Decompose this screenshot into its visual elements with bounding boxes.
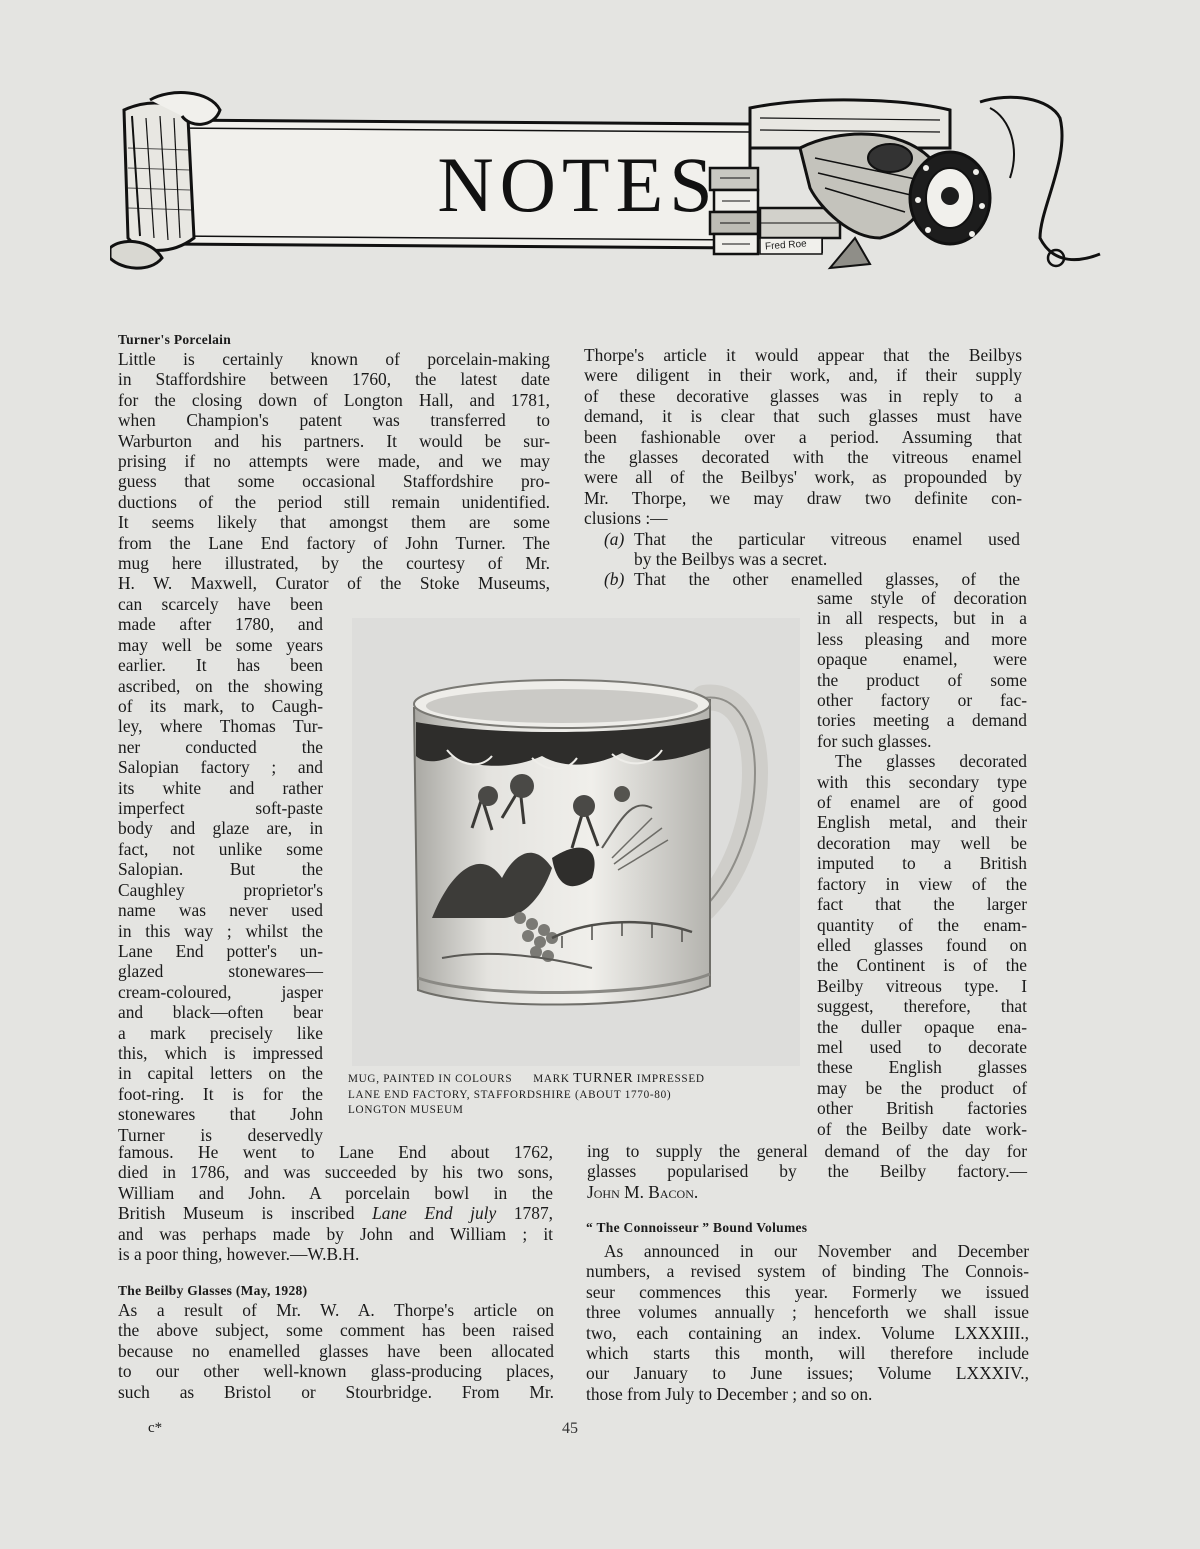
turner-line: Little is certainly known of porcelain-making <box>118 349 550 369</box>
beilby-line: Thorpe's article it would appear that the Beilbys <box>584 345 1022 365</box>
bound-volumes-heading: “ The Connoisseur ” Bound Volumes <box>586 1220 808 1235</box>
beilby-narrow-line: with this secondary type <box>817 771 1027 792</box>
bowl-inscription: Lane End july <box>372 1203 497 1224</box>
turner-narrow-line: of its mark, to Caugh- <box>118 696 323 717</box>
turner-narrow-line: body and glaze are, in <box>118 818 323 839</box>
beilby-line: Mr. Thorpe, we may draw two definite con- <box>584 487 1022 508</box>
caption-mark-label: MARK <box>533 1073 574 1085</box>
beilby-line: demand, it is clear that such glasses must have <box>584 406 1022 427</box>
turner-paragraph-bottom <box>118 1142 553 1264</box>
beilby-heading: The Beilby Glasses (May, 1928) <box>118 1283 308 1298</box>
caption-description: MUG, PAINTED IN COLOURS <box>348 1073 513 1085</box>
turner-narrow-line: this, which is impressed <box>118 1042 323 1063</box>
list-text: by the Beilbys was a secret. <box>634 549 828 570</box>
beilby-narrow-line: Beilby vitreous type. I <box>817 975 1027 996</box>
figure-caption <box>348 1071 808 1119</box>
beilby-line: the glasses decorated with the vitreous enamel <box>584 447 1022 468</box>
list-text: That the particular vitreous enamel used <box>634 528 1020 549</box>
bound-volumes-paragraph <box>586 1241 1029 1404</box>
bound-line: two, each containing an index. Volume LXXXIII., <box>586 1322 1029 1343</box>
caption-mark-name: TURNER <box>573 1071 634 1086</box>
beilby-line: been fashionable over a period. Assuming that <box>584 426 1022 447</box>
bound-line: which starts this month, will therefore include <box>586 1343 1029 1364</box>
beilby-narrow-line: of enamel are of good <box>817 792 1027 813</box>
inscription-date: 1787, <box>496 1203 553 1224</box>
beilby-narrow-line: the duller opaque ena- <box>817 1016 1027 1037</box>
turner-bottom-line: is a poor thing, however.—W.B.H. <box>118 1244 360 1265</box>
turner-narrow-line: imperfect soft-paste <box>118 798 323 819</box>
beilby-narrow-line: mel used to decorate <box>817 1036 1027 1057</box>
beilby-paragraph-narrow <box>817 588 1027 1139</box>
beilby-line: clusions :— <box>584 508 668 529</box>
beilby-narrow-line: opaque enamel, were <box>817 649 1027 670</box>
bound-line: As announced in our November and December <box>604 1241 1029 1261</box>
beilby-narrow-line: factory in view of the <box>817 873 1027 894</box>
beilby-line: to our other well-known glass-producing places, <box>118 1361 554 1382</box>
bound-line: numbers, a revised system of binding The Connois- <box>586 1261 1029 1282</box>
beilby-line: because no enamelled glasses have been allocated <box>118 1340 554 1361</box>
turner-narrow-line: cream-coloured, jasper <box>118 981 323 1002</box>
turner-narrow-line: glazed stonewares— <box>118 961 323 982</box>
turner-narrow-line: a mark precisely like <box>118 1022 323 1043</box>
turner-narrow-line: its white and rather <box>118 777 323 798</box>
turner-line: for the closing down of Longton Hall, and 1781, <box>118 389 550 410</box>
beilby-narrow-line: less pleasing and more <box>817 628 1027 649</box>
turner-narrow-line: may well be some years <box>118 634 323 655</box>
beilby-narrow-line: decoration may well be <box>817 832 1027 853</box>
turner-line: H. W. Maxwell, Curator of the Stoke Museums, <box>118 573 550 594</box>
turner-narrow-line: can scarcely have been <box>118 594 323 614</box>
artist-signature: Fred Roe <box>764 238 808 253</box>
beilby-narrow-line: quantity of the enam- <box>817 914 1027 935</box>
list-text: That the other enamelled glasses, of the <box>634 569 1020 590</box>
turner-narrow-line: Salopian factory ; and <box>118 757 323 778</box>
beilby-narrow-line: may be the product of <box>817 1077 1027 1098</box>
turner-line: mug here illustrated, by the courtesy of Mr. <box>118 553 550 574</box>
beilby-narrow-line: the Continent is of the <box>817 955 1027 976</box>
turner-line: guess that some occasional Staffordshire pro- <box>118 471 550 492</box>
turner-paragraph-narrow <box>118 594 323 1145</box>
beilby-line: were diligent in their work, and, if their supply <box>584 365 1022 386</box>
bound-line: three volumes annually ; henceforth we shall issue <box>586 1302 1029 1323</box>
turner-bottom-line: British Museum is inscribed <box>118 1203 373 1224</box>
turner-line: from the Lane End factory of John Turner. The <box>118 532 550 553</box>
turner-narrow-line: stonewares that John <box>118 1104 323 1125</box>
list-item-b <box>584 569 1022 589</box>
caption-line-2: LANE END FACTORY, STAFFORDSHIRE (ABOUT 1770-80) <box>348 1088 672 1101</box>
beilby-line: the above subject, some comment has been raised <box>118 1320 554 1341</box>
list-item-a <box>584 529 1022 549</box>
turner-line: It seems likely that amongst them are some <box>118 512 550 533</box>
turner-narrow-line: fact, not unlike some <box>118 838 323 859</box>
beilby-narrow-line: same style of decoration <box>817 588 1027 608</box>
bound-line: seur commences this year. Formerly we issued <box>586 1281 1029 1302</box>
page-number: 45 <box>562 1420 578 1437</box>
folio-mark: c* <box>148 1420 163 1436</box>
mug-image <box>352 618 800 1066</box>
mug-photograph <box>352 618 800 1066</box>
caption-line-3: LONGTON MUSEUM <box>348 1104 464 1116</box>
list-marker: (a) <box>604 528 625 549</box>
beilby-narrow-line: elled glasses found on <box>817 934 1027 955</box>
turner-line: Warburton and his partners. It would be sur- <box>118 430 550 451</box>
beilby-line: of these decorative glasses was in reply to a <box>584 385 1022 406</box>
beilby-final-line: ing to supply the general demand of the day for <box>587 1141 1027 1161</box>
turner-bottom-line: William and John. A porcelain bowl in the <box>118 1182 553 1203</box>
beilby-narrow-line: imputed to a British <box>817 853 1027 874</box>
beilby-narrow-line: in all respects, but in a <box>817 608 1027 629</box>
caption-mark-end: IMPRESSED <box>633 1073 705 1085</box>
turner-narrow-line: ley, where Thomas Tur- <box>118 716 323 737</box>
caption-line-1 <box>348 1071 808 1088</box>
notes-banner <box>110 88 1110 278</box>
list-marker: (b) <box>604 569 625 590</box>
beilby-narrow-line: suggest, therefore, that <box>817 996 1027 1017</box>
turner-heading: Turner's Porcelain <box>118 332 232 347</box>
turner-line: when Champion's patent was transferred to <box>118 410 550 431</box>
turner-narrow-line: made after 1780, and <box>118 614 323 635</box>
turner-inscription-line <box>118 1203 553 1223</box>
beilby-line: As a result of Mr. W. A. Thorpe's article on <box>118 1300 554 1320</box>
turner-narrow-line: Lane End potter's un- <box>118 940 323 961</box>
beilby-narrow-line: other factory or fac- <box>817 690 1027 711</box>
beilby-line: were all of the Beilbys' work, as propounded by <box>584 467 1022 488</box>
turner-line: prising if no attempts were made, and we may <box>118 451 550 472</box>
beilby-narrow-line: these English glasses <box>817 1057 1027 1078</box>
beilby-narrow-line: tories meeting a demand <box>817 710 1027 731</box>
turner-paragraph-wide <box>118 349 550 594</box>
beilby-narrow-line: English metal, and their <box>817 812 1027 833</box>
turner-bottom-before <box>118 1142 553 1264</box>
beilby-narrow-line: fact that the larger <box>817 894 1027 915</box>
bound-line: our January to June issues; Volume LXXXIV., <box>586 1363 1029 1384</box>
turner-narrow-line: earlier. It has been <box>118 655 323 676</box>
turner-narrow-line: ascribed, on the showing <box>118 675 323 696</box>
beilby-paragraph-right <box>584 345 1022 590</box>
turner-narrow-line: in capital letters on the <box>118 1063 323 1084</box>
turner-line: ductions of the period still remain unidentified. <box>118 491 550 512</box>
turner-narrow-line: ner conducted the <box>118 736 323 757</box>
beilby-paragraph-final <box>587 1141 1027 1202</box>
turner-narrow-line: Caughley proprietor's <box>118 879 323 900</box>
turner-narrow-line: in this way ; whilst the <box>118 920 323 941</box>
beilby-final-line: glasses popularised by the Beilby factory.— <box>587 1161 1027 1182</box>
beilby-narrow-line: the product of some <box>817 669 1027 690</box>
turner-narrow-line: foot-ring. It is for the <box>118 1083 323 1104</box>
turner-narrow-line: and black—often bear <box>118 1002 323 1023</box>
turner-bottom-line: famous. He went to Lane End about 1762, <box>118 1142 553 1162</box>
turner-bottom-line: died in 1786, and was succeeded by his two sons, <box>118 1162 553 1183</box>
bound-line: those from July to December ; and so on. <box>586 1383 873 1404</box>
beilby-narrow-line: The glasses decorated <box>835 751 1027 772</box>
turner-bottom-line: and was perhaps made by John and William ; it <box>118 1223 553 1244</box>
beilby-narrow-line: of the Beilby date work- <box>817 1118 1027 1139</box>
turner-narrow-line: name was never used <box>118 900 323 921</box>
list-item-a <box>584 549 1022 569</box>
notes-title: NOTES <box>437 141 719 228</box>
turner-narrow-line: Turner is deservedly <box>118 1124 323 1145</box>
beilby-paragraph-left <box>118 1300 554 1402</box>
turner-line: in Staffordshire between 1760, the latest date <box>118 369 550 390</box>
beilby-line: such as Bristol or Stourbridge. From Mr. <box>118 1381 554 1402</box>
beilby-narrow-line: for such glasses. <box>817 730 932 751</box>
beilby-narrow-line: other British factories <box>817 1098 1027 1119</box>
beilby-signature: John M. Bacon. <box>587 1181 699 1202</box>
turner-narrow-line: Salopian. But the <box>118 859 323 880</box>
